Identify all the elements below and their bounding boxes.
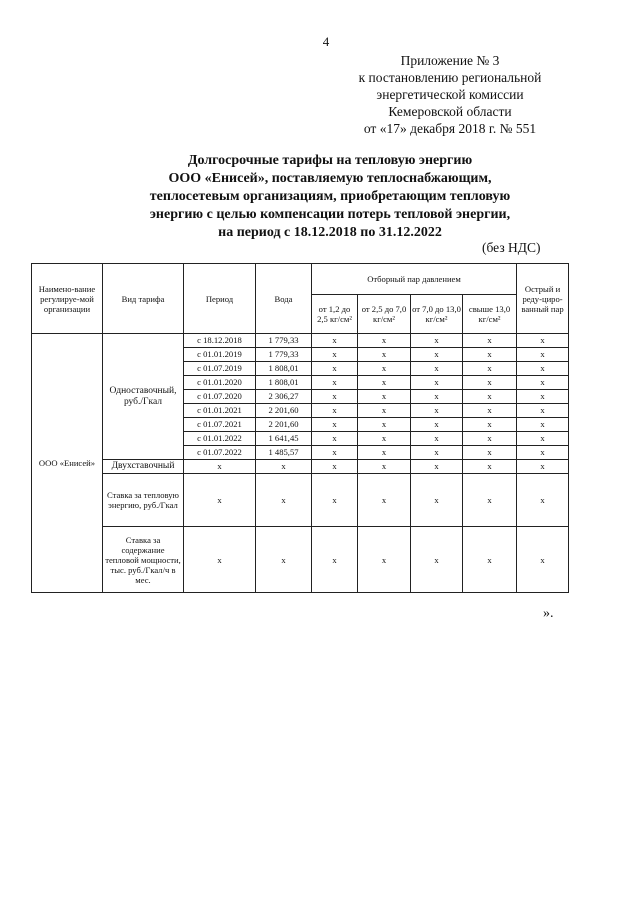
period-cell: с 01.07.2021 <box>184 418 256 432</box>
period-cell: с 01.01.2021 <box>184 404 256 418</box>
steam-4-cell: x <box>463 432 517 446</box>
steam-2-cell: x <box>358 460 411 474</box>
period-cell: с 18.12.2018 <box>184 334 256 348</box>
water-cell: 1 808,01 <box>256 362 312 376</box>
sharp-steam-cell: x <box>517 390 569 404</box>
sharp-steam-cell: x <box>517 527 569 593</box>
steam-3-cell: x <box>411 432 463 446</box>
period-cell: с 01.07.2020 <box>184 390 256 404</box>
appendix-line: энергетической комиссии <box>376 87 524 102</box>
steam-1-cell: x <box>312 527 358 593</box>
steam-2-cell: x <box>358 474 411 527</box>
steam-1-cell: x <box>312 390 358 404</box>
steam-4-cell: x <box>463 446 517 460</box>
title-line: теплосетевым организациям, приобретающим тепловую <box>149 189 511 204</box>
steam-1-cell: x <box>312 418 358 432</box>
steam-3-cell: x <box>411 446 463 460</box>
title-line: Долгосрочные тарифы на тепловую энергию <box>187 153 473 168</box>
sharp-steam-cell: x <box>517 460 569 474</box>
period-cell: x <box>184 527 256 593</box>
closing-mark: ». <box>543 606 554 621</box>
table-row <box>32 460 569 474</box>
steam-2-cell: x <box>358 390 411 404</box>
steam-1-cell: x <box>312 446 358 460</box>
water-cell: x <box>256 527 312 593</box>
table-row <box>32 334 569 348</box>
water-cell: x <box>256 460 312 474</box>
water-cell: 1 808,01 <box>256 376 312 390</box>
steam-2-cell: x <box>358 446 411 460</box>
steam-3-cell: x <box>411 334 463 348</box>
header-steam-group: Отборный пар давлением <box>312 264 517 295</box>
steam-4-cell: x <box>463 390 517 404</box>
steam-1-cell: x <box>312 334 358 348</box>
steam-3-cell: x <box>411 527 463 593</box>
water-cell: 2 201,60 <box>256 404 312 418</box>
sharp-steam-cell: x <box>517 432 569 446</box>
period-cell: с 01.01.2020 <box>184 376 256 390</box>
header-steam-2: от 2,5 до 7,0 кг/см² <box>358 295 411 334</box>
period-cell: с 01.07.2019 <box>184 362 256 376</box>
header-org: Наимено-вание регулируе-мой организации <box>32 264 103 334</box>
steam-2-cell: x <box>358 376 411 390</box>
steam-4-cell: x <box>463 348 517 362</box>
steam-2-cell: x <box>358 334 411 348</box>
steam-4-cell: x <box>463 474 517 527</box>
steam-3-cell: x <box>411 418 463 432</box>
appendix-line: Приложение № 3 <box>400 53 500 68</box>
header-water: Вода <box>256 264 312 334</box>
steam-3-cell: x <box>411 460 463 474</box>
sharp-steam-cell: x <box>517 446 569 460</box>
period-cell: с 01.07.2022 <box>184 446 256 460</box>
steam-3-cell: x <box>411 376 463 390</box>
appendix-line: к постановлению региональной <box>358 70 542 85</box>
header-sharp-steam: Острый и реду-циро-ванный пар <box>517 264 569 334</box>
steam-2-cell: x <box>358 404 411 418</box>
steam-4-cell: x <box>463 418 517 432</box>
period-cell: с 01.01.2019 <box>184 348 256 362</box>
header-steam-3: от 7,0 до 13,0 кг/см² <box>411 295 463 334</box>
header-steam-1: от 1,2 до 2,5 кг/см² <box>312 295 358 334</box>
water-cell: 1 779,33 <box>256 348 312 362</box>
title-line: энергию с целью компенсации потерь тепловой энергии, <box>149 207 511 222</box>
table-row <box>32 527 569 593</box>
header-period: Период <box>184 264 256 334</box>
appendix-line: от «17» декабря 2018 г. № 551 <box>363 121 537 136</box>
sharp-steam-cell: x <box>517 404 569 418</box>
sharp-steam-cell: x <box>517 348 569 362</box>
steam-1-cell: x <box>312 376 358 390</box>
document-title <box>120 152 540 242</box>
steam-1-cell: x <box>312 348 358 362</box>
steam-2-cell: x <box>358 348 411 362</box>
steam-4-cell: x <box>463 460 517 474</box>
header-tariff-type: Вид тарифа <box>103 264 184 334</box>
table-header-row <box>32 264 569 295</box>
appendix-line: Кемеровской области <box>388 104 512 119</box>
energy-rate-label: Ставка за тепловую энергию, руб./Гкал <box>103 474 184 527</box>
single-rate-label: Одноставочный, руб./Гкал <box>103 334 184 460</box>
steam-4-cell: x <box>463 362 517 376</box>
steam-1-cell: x <box>312 362 358 376</box>
water-cell: 2 306,27 <box>256 390 312 404</box>
water-cell: 1 641,45 <box>256 432 312 446</box>
period-cell: x <box>184 460 256 474</box>
org-name: ООО «Енисей» <box>32 334 103 593</box>
steam-3-cell: x <box>411 390 463 404</box>
sharp-steam-cell: x <box>517 376 569 390</box>
tariff-table <box>31 263 569 593</box>
steam-2-cell: x <box>358 527 411 593</box>
steam-3-cell: x <box>411 404 463 418</box>
capacity-rate-label: Ставка за содержание тепловой мощности, тыс. руб./Гкал/ч в мес. <box>103 527 184 593</box>
steam-4-cell: x <box>463 404 517 418</box>
sharp-steam-cell: x <box>517 474 569 527</box>
page-number: 4 <box>322 34 330 49</box>
period-cell: x <box>184 474 256 527</box>
water-cell: 2 201,60 <box>256 418 312 432</box>
steam-2-cell: x <box>358 418 411 432</box>
steam-3-cell: x <box>411 348 463 362</box>
steam-2-cell: x <box>358 432 411 446</box>
vat-note: (без НДС) <box>482 240 541 255</box>
sharp-steam-cell: x <box>517 334 569 348</box>
steam-1-cell: x <box>312 474 358 527</box>
title-line: на период с 18.12.2018 по 31.12.2022 <box>218 225 442 240</box>
water-cell: 1 485,57 <box>256 446 312 460</box>
steam-3-cell: x <box>411 474 463 527</box>
table-row <box>32 474 569 527</box>
water-cell: 1 779,33 <box>256 334 312 348</box>
water-cell: x <box>256 474 312 527</box>
two-rate-label: Двухставочный <box>103 460 184 474</box>
steam-2-cell: x <box>358 362 411 376</box>
steam-4-cell: x <box>463 376 517 390</box>
steam-3-cell: x <box>411 362 463 376</box>
steam-1-cell: x <box>312 404 358 418</box>
steam-1-cell: x <box>312 460 358 474</box>
title-line: ООО «Енисей», поставляемую теплоснабжающим, <box>168 171 492 186</box>
steam-1-cell: x <box>312 432 358 446</box>
steam-4-cell: x <box>463 527 517 593</box>
sharp-steam-cell: x <box>517 418 569 432</box>
period-cell: с 01.01.2022 <box>184 432 256 446</box>
steam-4-cell: x <box>463 334 517 348</box>
appendix-header <box>330 52 570 137</box>
sharp-steam-cell: x <box>517 362 569 376</box>
header-steam-4: свыше 13,0 кг/см² <box>463 295 517 334</box>
